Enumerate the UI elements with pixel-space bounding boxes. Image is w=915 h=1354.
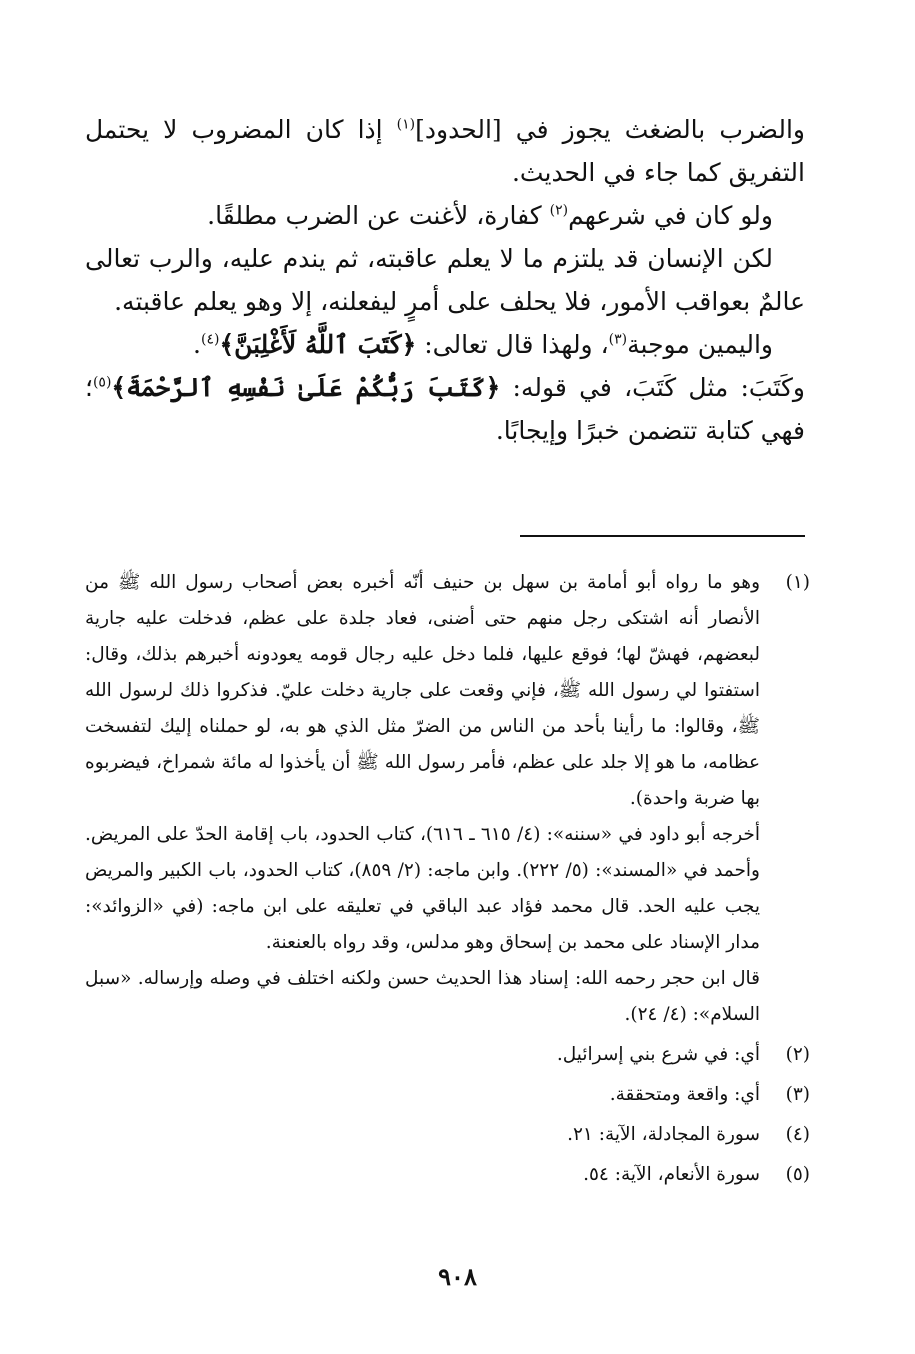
footnotes	[85, 565, 810, 1197]
footnote-text: أخرجه أبو داود في «سننه»: (٤/ ٦١٥ ـ ٦١٦)، كتاب الحدود، باب إقامة الحدّ على المريض. وأحمد في «المسند»: (٥/ ٢٢٢). وابن ماجه: (٢/ ٨٥٩)، كتاب الحدود، باب الكبير والمريض يجب عليه الحد. قال محمد فؤاد عبد الباقي في تعليقه على ابن ماجه: (في «الزوائد»: مدار الإسناد على محمد بن إسحاق وهو مدلس، وقد رواه بالعنعنة.	[85, 824, 761, 953]
paragraph-1	[85, 108, 805, 194]
footnote-ref[interactable]: (٣)	[608, 331, 628, 348]
quran-quote: ﴿كَتَبَ ٱللَّهُ لَأَغْلِبَنَّ﴾	[219, 330, 417, 359]
paragraph-2	[85, 194, 805, 237]
text-run: واليمين موجبة	[627, 330, 773, 359]
footnote-number: (٤)	[785, 1124, 810, 1145]
footnote-text: وهو ما رواه أبو أمامة بن سهل بن حنيف أنّه أخبره بعض أصحاب رسول الله ﷺ من الأنصار أنه اشتكى رجل منهم حتى أضنى، فعاد جلدة على عظم، فدخلت عليه جارية لبعضهم، فهشّ لها؛ فوقع عليها، فلما دخل عليه رجال قومه يعودونه أخبرهم بذلك، وقال: استفتوا لي رسول الله ﷺ، فإني وقعت على جارية دخلت عليّ. فذكروا ذلك لرسول الله ﷺ، وقالوا: ما رأينا بأحد من الناس من الضرّ مثل الذي هو به، لو حملناه إليك لتفسخت عظامه، ما هو إلا جلد على عظم، فأمر رسول الله ﷺ أن يأخذوا له مائة شمراخ، فيضربوه بها ضربة واحدة).	[85, 572, 760, 809]
page-number: ٩٠٨	[438, 1262, 477, 1291]
text-run: ولو كان في شرعهم	[568, 201, 773, 230]
footnote-text: أي: في شرع بني إسرائيل.	[556, 1044, 760, 1065]
text-run: وكَتَبَ: مثل كَتَبَ، في قوله:	[500, 373, 805, 402]
footnote-ref[interactable]: (٢)	[549, 202, 569, 219]
footnote-text: قال ابن حجر رحمه الله: إسناد هذا الحديث حسن ولكنه اختلف في وصله وإرساله. «سبل السلام»: (٤/ ٢٤).	[85, 968, 760, 1025]
paragraph-5	[85, 366, 805, 452]
footnote-text: سورة المجادلة، الآية: ٢١.	[567, 1124, 760, 1145]
text-run: كفارة، لأغنت عن الضرب مطلقًا.	[207, 201, 550, 230]
footnote-number: (٥)	[785, 1164, 810, 1185]
footnote-divider	[520, 535, 805, 537]
paragraph-4	[85, 323, 805, 366]
footnote-number: (١)	[785, 572, 810, 593]
footnote-ref[interactable]: (٥)	[92, 374, 112, 391]
text-run: .	[193, 330, 201, 359]
footnote-2	[85, 1037, 810, 1073]
quran-quote: ﴿كَتَبَ رَبُّكُمْ عَلَىٰ نَفْسِهِ ٱلرَّحْمَةَ﴾	[111, 373, 501, 402]
footnote-4	[85, 1117, 810, 1153]
text-run: ؛ فهي كتابة تتضمن خبرًا وإيجابًا.	[85, 373, 805, 445]
footnote-ref[interactable]: (١)	[396, 116, 416, 133]
text-run: والضرب بالضغث يجوز في [الحدود]	[415, 115, 805, 144]
footnote-number: (٢)	[785, 1044, 810, 1065]
paragraph-3: لكن الإنسان قد يلتزم ما لا يعلم عاقبته، ثم يندم عليه، والرب تعالى عالمٌ بعواقب الأمور، فلا يحلف على أمرٍ ليفعلنه، إلا وهو يعلم عاقبته.	[85, 244, 805, 316]
footnote-5	[85, 1157, 810, 1193]
footnote-text: سورة الأنعام، الآية: ٥٤.	[583, 1164, 760, 1185]
footnote-3	[85, 1077, 810, 1113]
footnote-number: (٣)	[785, 1084, 810, 1105]
text-run: ، ولهذا قال تعالى:	[416, 330, 609, 359]
text-run: إذا كان المضروب لا يحتمل التفريق كما جاء في الحديث.	[85, 115, 805, 187]
footnote-ref[interactable]: (٤)	[200, 331, 220, 348]
footnote-text: أي: واقعة ومتحققة.	[609, 1084, 760, 1105]
footnote-1	[85, 565, 810, 1033]
main-text	[85, 108, 805, 452]
